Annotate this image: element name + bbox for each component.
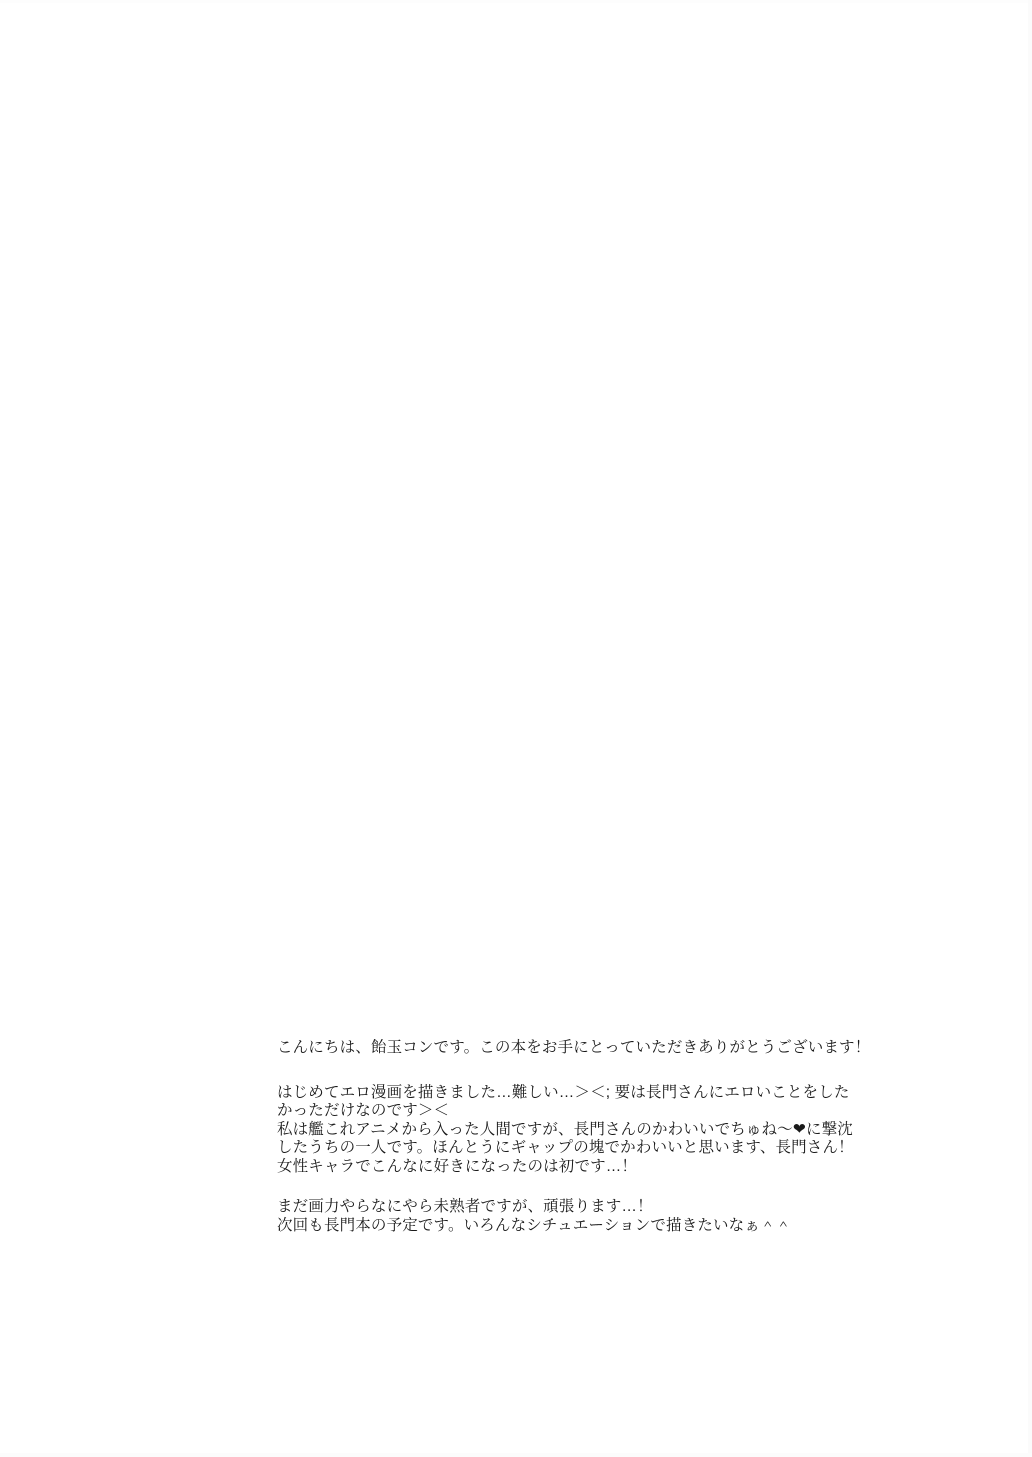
afterword-line: したうちの一人です。ほんとうにギャップの塊でかわいいと思います、長門さん！ [277,1139,854,1156]
afterword-text-block [277,1040,937,1236]
paragraph-gap [277,1059,937,1085]
page-edge-bottom [0,1453,1032,1457]
afterword-line: 次回も長門本の予定です。いろんなシチュエーションで描きたいなぁ＾＾ [277,1216,792,1234]
afterword-paragraph-1 [277,1085,937,1175]
afterword-line: 女性キャラでこんなに好きになったのは初です…！ [277,1157,638,1175]
page-edge-top [0,0,1032,3]
paragraph-gap [277,1177,937,1199]
afterword-paragraph-2 [277,1199,937,1233]
afterword-line: かっただけなのです＞＜ [277,1102,450,1119]
afterword-greeting-line: こんにちは、飴玉コンです。この本をお手にとっていただきありがとうございます！ [277,1039,871,1056]
afterword-line: はじめてエロ漫画を描きました…難しい…＞＜; 要は長門さんにエロいことをした [277,1083,850,1101]
afterword-greeting [277,1040,937,1056]
page-edge-right [1028,0,1032,1457]
afterword-line: 私は艦これアニメから入った人間ですが、長門さんのかわいいでちゅね〜❤に撃沈 [277,1120,853,1138]
afterword-line: まだ画力やらなにやら未熟者ですが、頑張ります…！ [277,1198,653,1215]
